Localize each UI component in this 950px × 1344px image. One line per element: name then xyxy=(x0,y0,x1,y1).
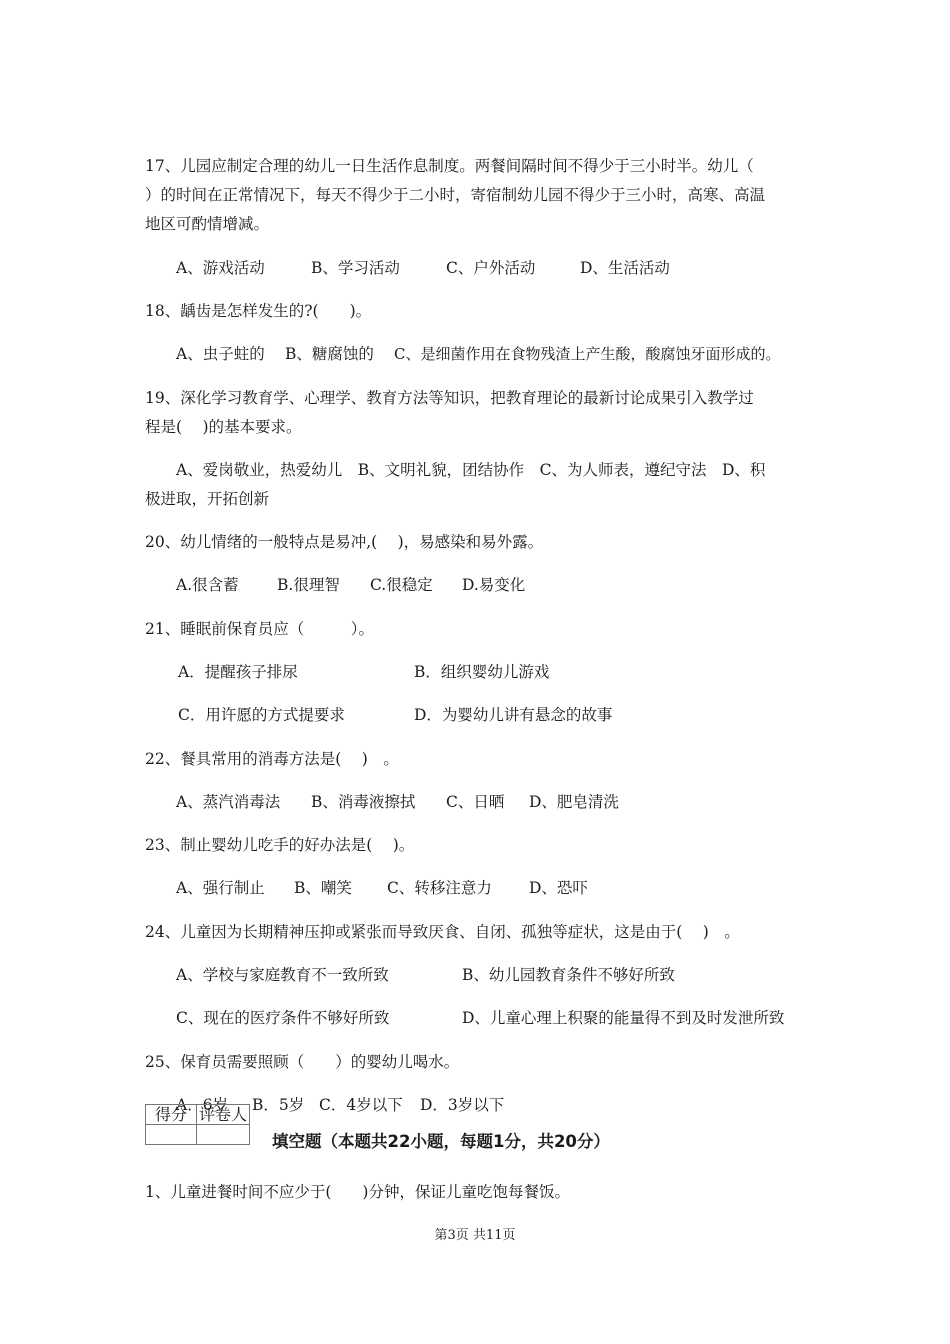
question-18-option-c: C、是细菌作用在食物残渣上产生酸，酸腐蚀牙面形成的。 xyxy=(394,345,781,363)
question-18-option-b: B、糖腐蚀的 xyxy=(285,345,374,363)
question-24-option-b: B、幼儿园教育条件不够好所致 xyxy=(462,966,675,984)
question-24-line-1: 24、儿童因为长期精神压抑或紧张而导致厌食、自闭、孤独等症状，这是由于( ) 。 xyxy=(145,923,740,941)
question-17-option-d: D、生活活动 xyxy=(580,259,670,277)
question-23-option-b: B、嘲笑 xyxy=(294,879,352,897)
section-title: 填空题（本题共22小题，每题1分，共20分） xyxy=(272,1132,610,1151)
question-22-option-b: B、消毒液擦拭 xyxy=(311,793,416,811)
question-20-line-1: 20、幼儿情绪的一般特点是易冲,( )，易感染和易外露。 xyxy=(145,533,544,551)
question-22-option-a: A、蒸汽消毒法 xyxy=(176,793,281,811)
question-22-option-c: C、日晒 xyxy=(446,793,505,811)
question-25-option-a: A．6岁 xyxy=(176,1096,229,1114)
question-20-option-c: C.很稳定 xyxy=(370,576,433,594)
question-17-line-2: ）的时间在正常情况下，每天不得少于二小时，寄宿制幼儿园不得少于三小时，高寒、高温 xyxy=(145,186,766,204)
score-table xyxy=(145,1104,250,1145)
question-22-option-d: D、肥皂清洗 xyxy=(529,793,619,811)
question-17-option-c: C、户外活动 xyxy=(446,259,536,277)
question-18-option-a: A、虫子蛀的 xyxy=(176,345,265,363)
question-21-line-1: 21、睡眠前保育员应（ ）。 xyxy=(145,620,374,638)
question-25-line-1: 25、保育员需要照顾（ ）的婴幼儿喝水。 xyxy=(145,1053,460,1071)
question-17-line-3: 地区可酌情增减。 xyxy=(145,215,270,233)
question-23-line-1: 23、制止婴幼儿吃手的好办法是( )。 xyxy=(145,836,415,854)
question-17-option-b: B、学习活动 xyxy=(311,259,400,277)
question-20-option-b: B.很理智 xyxy=(277,576,340,594)
question-20-option-a: A.很含蓄 xyxy=(176,576,239,594)
question-23-option-a: A、强行制止 xyxy=(176,879,265,897)
question-19-line-1: 19、深化学习教育学、心理学、教育方法等知识，把教育理论的最新讨论成果引入教学过 xyxy=(145,389,754,407)
question-24-option-d: D、儿童心理上积聚的能量得不到及时发泄所致 xyxy=(462,1009,785,1027)
question-20-option-d: D.易变化 xyxy=(462,576,526,594)
score-header: 得分 xyxy=(146,1105,197,1125)
question-24-option-a: A、学校与家庭教育不一致所致 xyxy=(176,966,389,984)
question-23-option-d: D、恐吓 xyxy=(529,879,588,897)
question-19-options-line-2: 极进取，开拓创新 xyxy=(145,490,270,508)
question-25-option-d: D．3岁以下 xyxy=(420,1096,505,1114)
question-21-option-c: C．用许愿的方式提要求 xyxy=(178,706,345,724)
question-21-option-a: A．提醒孩子排尿 xyxy=(178,663,298,681)
grader-cell xyxy=(197,1125,250,1145)
question-21-option-d: D．为婴幼儿讲有悬念的故事 xyxy=(414,706,613,724)
question-18-line-1: 18、龋齿是怎样发生的?( )。 xyxy=(145,302,372,320)
question-19-options-line-1: A、爱岗敬业，热爱幼儿 B、文明礼貌，团结协作 C、为人师表，遵纪守法 D、积 xyxy=(176,461,766,479)
grader-header: 评卷人 xyxy=(197,1105,250,1125)
question-17-line-1: 17、儿园应制定合理的幼儿一日生活作息制度。两餐间隔时间不得少于三小时半。幼儿（ xyxy=(145,157,754,175)
question-23-option-c: C、转移注意力 xyxy=(387,879,492,897)
score-cell xyxy=(146,1125,197,1145)
question-25-option-b: B．5岁 xyxy=(252,1096,305,1114)
question-17-option-a: A、游戏活动 xyxy=(176,259,265,277)
question-25-option-c: C．4岁以下 xyxy=(319,1096,403,1114)
fill-question-1: 1、儿童进餐时间不应少于( )分钟，保证儿童吃饱每餐饭。 xyxy=(145,1183,570,1201)
question-24-option-c: C、现在的医疗条件不够好所致 xyxy=(176,1009,390,1027)
question-19-line-2: 程是( )的基本要求。 xyxy=(145,418,302,436)
page-footer: 第3页 共11页 xyxy=(434,1228,516,1243)
question-21-option-b: B．组织婴幼儿游戏 xyxy=(414,663,550,681)
question-22-line-1: 22、餐具常用的消毒方法是( ) 。 xyxy=(145,750,399,768)
